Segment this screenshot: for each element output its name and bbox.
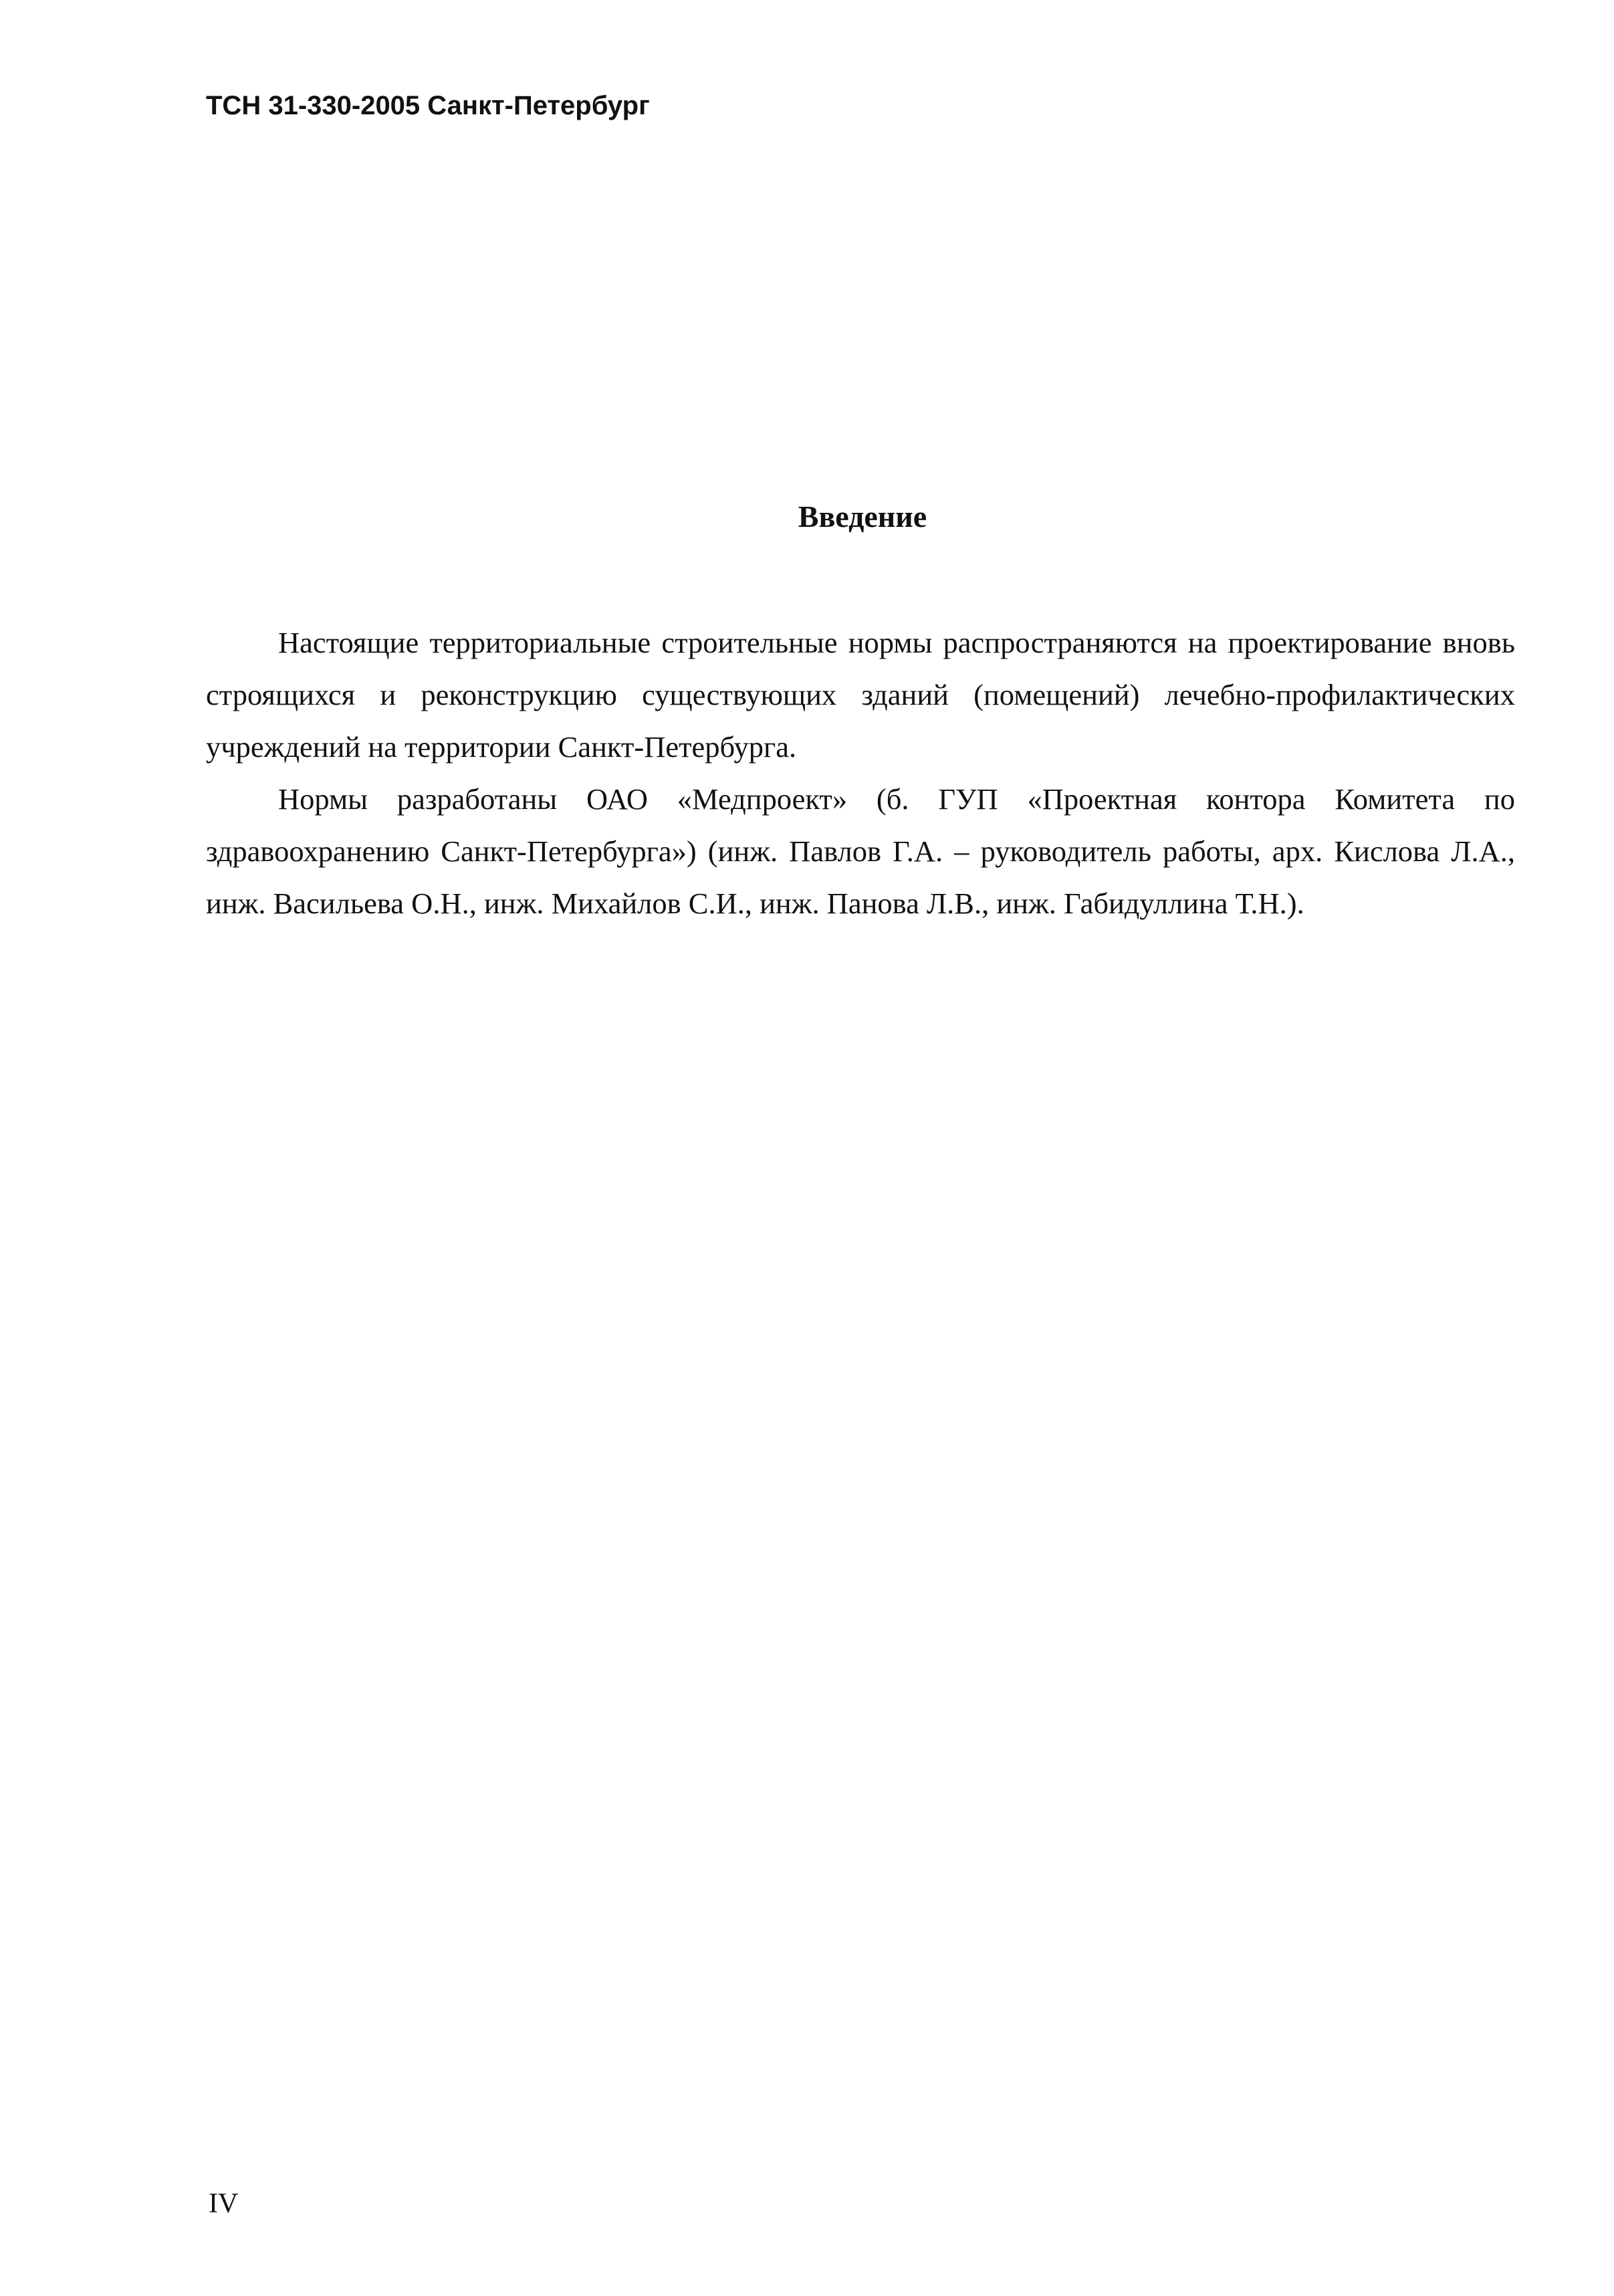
paragraph-authors: Нормы разработаны ОАО «Медпроект» (б. ГУП «Проектная контора Комитета по здравоохранению Санкт-Петербурга») (инж. Павлов Г.А. – руководитель работы, арх. Кислова Л.А., инж. Васильева О.Н., инж. Михайлов С.И., инж. Панова Л.В., инж. Габидуллина Т.Н.).	[206, 782, 1515, 920]
body-text	[206, 616, 1515, 929]
section-title: Введение	[798, 499, 927, 534]
page-number: IV	[209, 2188, 239, 2219]
running-header: ТСН 31-330-2005 Санкт-Петербург	[206, 91, 650, 120]
paragraph-scope: Настоящие территориальные строительные нормы распространяются на проектирование вновь строящихся и реконструкцию существующих зданий (помещений) лечебно-профилактических учреждений на территории Санкт-Петербурга.	[206, 626, 1515, 764]
